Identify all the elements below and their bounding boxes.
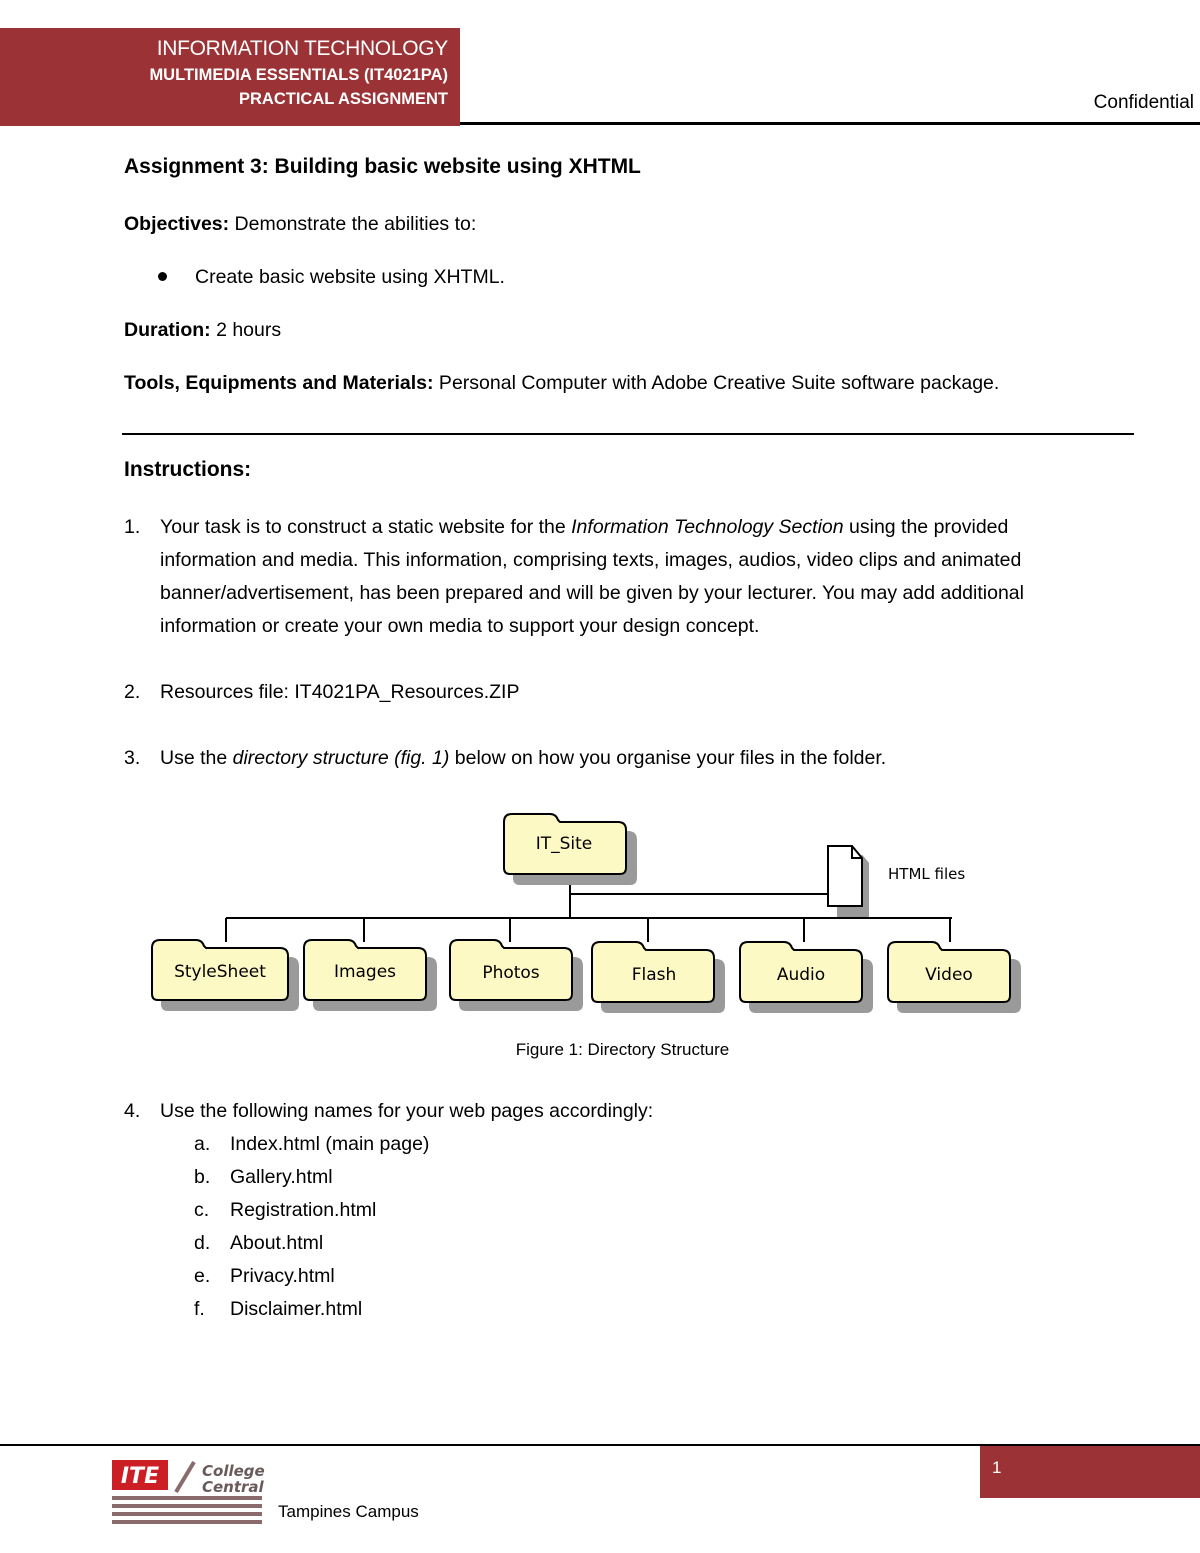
figure-caption: Figure 1: Directory Structure <box>515 1040 730 1059</box>
list-item: d. About.html <box>194 1232 324 1254</box>
instruction-1-line-3: banner/advertisement, has been prepared and will be given by your lecturer. You may add additional <box>160 582 1024 604</box>
tools-line <box>124 367 999 400</box>
header-course: MULTIMEDIA ESSENTIALS (IT4021PA) <box>149 66 448 84</box>
assignment-title: Assignment 3: Building basic website using XHTML <box>124 155 641 178</box>
folder-label-audio: Audio <box>776 965 826 985</box>
directory-structure-ref: directory structure (fig. 1) <box>232 747 450 769</box>
list-item: f. Disclaimer.html <box>194 1298 363 1320</box>
header-department: INFORMATION TECHNOLOGY <box>156 37 448 60</box>
page-number-box <box>980 1446 1200 1498</box>
confidential-label: Confidential <box>1093 92 1194 113</box>
header-rule <box>460 122 1200 125</box>
root-folder-label: IT_Site <box>535 834 593 854</box>
logo-text-central: Central <box>202 1478 264 1496</box>
logo-text-college: College <box>202 1462 265 1480</box>
instruction-3: Use the directory structure (fig. 1) below on how you organise your files in the folder. <box>160 747 887 769</box>
instruction-1-line-2: information and media. This information, comprising texts, images, audios, video clips and animated <box>160 549 1022 571</box>
folder-label-video: Video <box>925 965 973 985</box>
page-name-list <box>194 1128 429 1326</box>
instruction-4: Use the following names for your web pages accordingly: <box>160 1100 654 1122</box>
list-item: b. Gallery.html <box>194 1166 333 1188</box>
campus-name: Tampines Campus <box>278 1502 419 1521</box>
folder-label-stylesheet: StyleSheet <box>174 962 266 982</box>
instructions-title: Instructions: <box>124 458 252 481</box>
objectives-label: Objectives: <box>124 213 230 235</box>
list-item: e. Privacy.html <box>194 1265 335 1287</box>
section-name-italic: Information Technology Section <box>571 516 844 538</box>
instruction-number: 4. <box>124 1100 141 1122</box>
duration-text: 2 hours <box>210 319 282 341</box>
html-files-label: HTML files <box>888 865 966 883</box>
page-number: 1 <box>992 1458 1002 1477</box>
folder-label-photos: Photos <box>482 963 540 983</box>
file-icon <box>828 846 862 906</box>
ite-college-logo <box>110 1456 270 1536</box>
directory-structure-diagram <box>140 800 1040 1030</box>
objectives-line <box>124 208 476 241</box>
instruction-number: 3. <box>124 747 141 769</box>
folder-label-flash: Flash <box>631 965 677 985</box>
header-banner <box>0 28 460 126</box>
folder-label-images: Images <box>333 962 397 982</box>
list-item: a. Index.html (main page) <box>194 1133 430 1155</box>
section-divider <box>122 433 1134 435</box>
duration-line <box>124 314 281 347</box>
duration-label: Duration: <box>124 319 211 341</box>
list-item: c. Registration.html <box>194 1199 377 1221</box>
instruction-1-line-4: information or create your own media to support your design concept. <box>160 615 760 637</box>
tools-text: Personal Computer with Adobe Creative Suite software package. <box>433 372 1000 394</box>
instruction-1-line-1: Your task is to construct a static website for the Information Technology Section using the provided <box>160 516 1009 538</box>
instruction-2: Resources file: IT4021PA_Resources.ZIP <box>160 681 520 703</box>
instruction-number: 1. <box>124 516 141 538</box>
bullet-icon <box>158 272 167 281</box>
objective-item: Create basic website using XHTML. <box>195 266 505 288</box>
svg-text:ITE: ITE <box>120 1464 160 1489</box>
instruction-1 <box>160 511 1024 643</box>
tools-label: Tools, Equipments and Materials: <box>124 372 434 394</box>
header-doc-type: PRACTICAL ASSIGNMENT <box>238 90 448 108</box>
objectives-text: Demonstrate the abilities to: <box>229 213 477 235</box>
instruction-number: 2. <box>124 681 141 703</box>
